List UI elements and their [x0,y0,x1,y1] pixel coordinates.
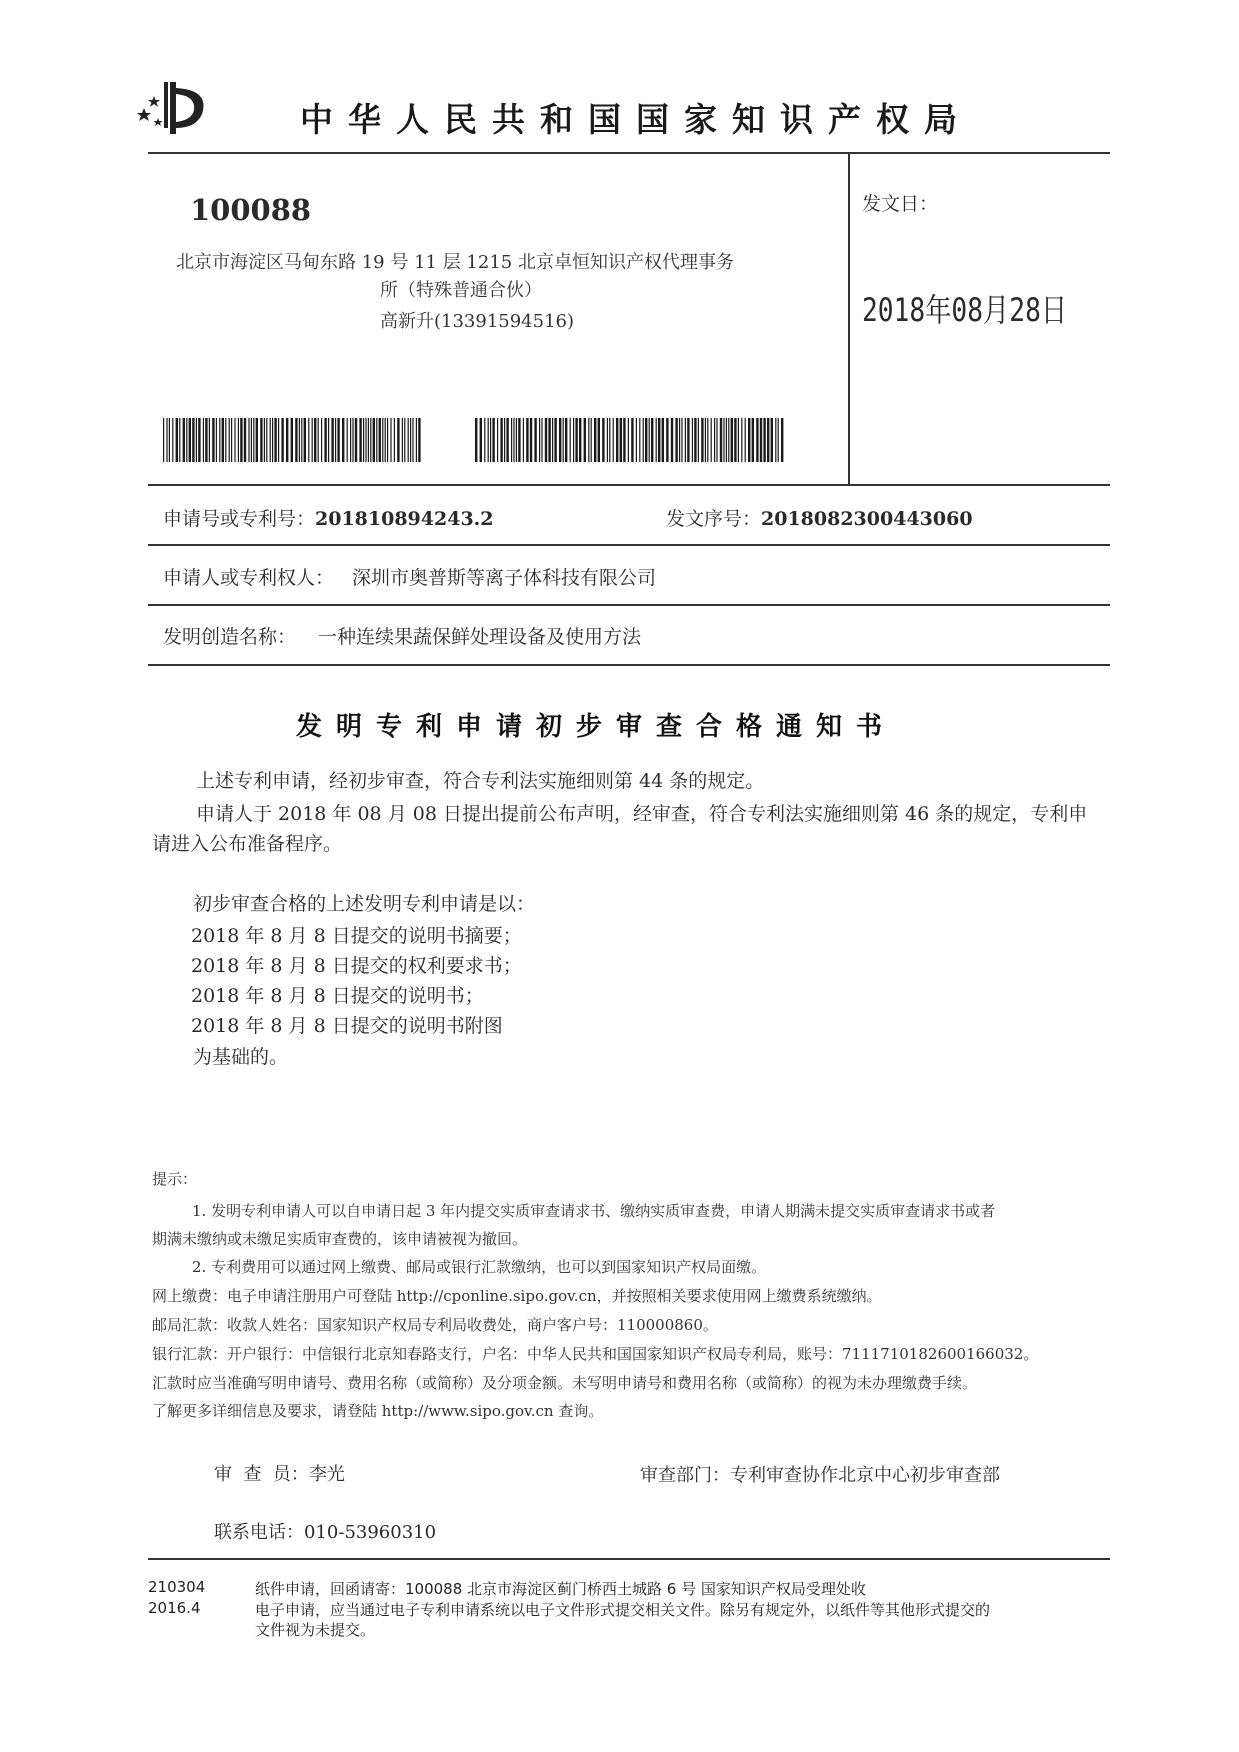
contact-phone: 联系电话：010-53960310 [214,1522,437,1543]
application-number-row [163,504,494,531]
footer-line-1: 纸件申请，回函请寄：100088 北京市海淀区蓟门桥西土城路 6 号 国家知识产权局受理处收 [255,1580,866,1598]
basis-end: 为基础的。 [193,1046,289,1068]
applicant-row [163,563,656,590]
barcode-left [163,418,421,462]
address-bottom-divider [148,484,1110,486]
address-line-3: 高新升(13391594516) [380,311,575,332]
issue-date: 2018年08月28日 [862,291,1068,329]
note-bank-payment: 银行汇款：开户银行：中信银行北京知春路支行，户名：中华人民共和国国家知识产权局专利局，账号：7111710182600166032。 [152,1345,1039,1363]
basis-item-3: 2018 年 8 月 8 日提交的说明书； [191,985,484,1007]
header-divider [148,152,1110,154]
note-more-info: 了解更多详细信息及要求，请登陆 http://www.sipo.gov.cn 查询。 [152,1402,604,1420]
address-line-2: 所（特殊普通合伙） [380,280,542,301]
agency-title: 中华人民共和国国家知识产权局 [300,100,972,139]
row-divider-2 [148,604,1110,606]
issue-date-label: 发文日： [862,193,939,215]
footer-divider [148,1558,1110,1560]
basis-item-1: 2018 年 8 月 8 日提交的说明书摘要； [191,925,522,947]
barcode-right [475,418,785,462]
basis-intro: 初步审查合格的上述发明专利申请是以： [193,893,536,915]
basis-item-4: 2018 年 8 月 8 日提交的说明书附图 [191,1015,503,1037]
examiner: 审 查 员：李光 [214,1464,345,1485]
footer-line-3: 文件视为未提交。 [255,1621,376,1639]
application-number: 201810894243.2 [315,508,494,530]
note-1a: 1. 发明专利申请人可以自申请日起 3 年内提交实质审查请求书、缴纳实质审查费，申请人期满未提交实质审查请求书或者 [192,1202,996,1220]
invention-title: 一种连续果蔬保鲜处理设备及使用方法 [318,626,642,648]
note-2: 2. 专利费用可以通过网上缴费、邮局或银行汇款缴纳，也可以到国家知识产权局面缴。 [192,1258,767,1276]
serial-number-label: 发文序号： [666,508,762,530]
serial-number: 2018082300443060 [761,508,973,530]
basis-item-2: 2018 年 8 月 8 日提交的权利要求书； [191,955,522,977]
row-divider-3 [148,664,1110,666]
form-version: 2016.4 [148,1599,201,1617]
application-number-label: 申请号或专利号： [163,508,316,530]
address-date-divider [848,152,850,484]
notes-label: 提示： [152,1170,198,1188]
note-post-payment: 邮局汇款：收款人姓名：国家知识产权局专利局收费处，商户客户号：110000860。 [152,1316,718,1334]
note-1b: 期满未缴纳或未缴足实质审查费的，该申请被视为撤回。 [152,1230,528,1248]
note-remit: 汇款时应当准确写明申请号、费用名称（或简称）及分项金额。未写明申请号和费用名称（或简称）的视为未办理缴费手续。 [152,1374,978,1392]
note-online-payment: 网上缴费：电子申请注册用户可登陆 http://cponline.sipo.gov.cn，并按照相关要求使用网上缴费系统缴纳。 [152,1287,882,1305]
body-paragraph-1: 上述专利申请，经初步审查，符合专利法实施细则第 44 条的规定。 [196,770,765,792]
form-code: 210304 [148,1578,206,1596]
body-paragraph-2a: 申请人于 2018 年 08 月 08 日提出提前公布声明，经审查，符合专利法实施细则第 46 条的规定，专利申 [196,803,1088,825]
invention-label: 发明创造名称： [163,626,297,648]
body-paragraph-2b: 请进入公布准备程序。 [152,833,343,855]
invention-row [163,622,641,649]
address-line-1: 北京市海淀区马甸东路 19 号 11 层 1215 北京卓恒知识产权代理事务 [176,252,734,273]
applicant-label: 申请人或专利权人： [163,567,335,589]
examining-department: 审查部门：专利审查协作北京中心初步审查部 [640,1465,1000,1486]
notice-title: 发明专利申请初步审查合格通知书 [296,712,897,742]
sipo-logo-icon [132,78,222,138]
applicant-name: 深圳市奥普斯等离子体科技有限公司 [352,567,657,589]
postcode: 100088 [190,193,312,227]
footer-line-2: 电子申请，应当通过电子专利申请系统以电子文件形式提交相关文件。除另有规定外，以纸件等其他形式提交的 [255,1601,991,1619]
serial-number-row [666,504,973,531]
row-divider-1 [148,544,1110,546]
